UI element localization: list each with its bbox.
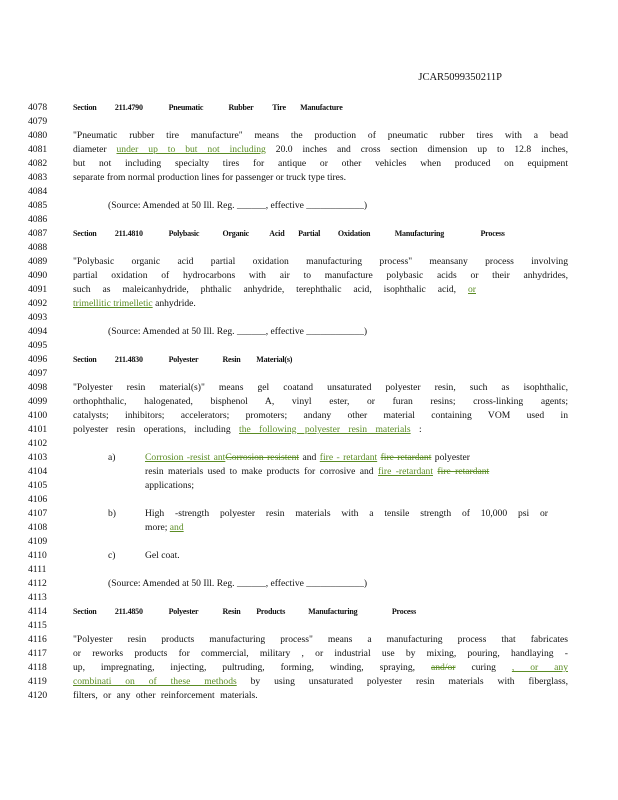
paragraph-text: such as maleicanhydride, phthalic anhydride, terephthalic acid, isophthalic acid, [73, 284, 457, 295]
section-title-word: Process [391, 607, 417, 616]
section-label: Section [73, 229, 97, 238]
line-number [28, 115, 68, 129]
section-title-word: Organic [222, 229, 250, 238]
line-number-text: 4106 [28, 494, 48, 505]
line-number-text: 4119 [28, 676, 47, 687]
paragraph-text: up, impregnating, injecting, pultruding, forming, winding, spraying, [73, 662, 416, 673]
text-line [28, 283, 568, 297]
text-line [28, 675, 568, 689]
section-title-word: Polyester [168, 607, 199, 616]
text-line [28, 479, 568, 493]
line-number-text: 4102 [28, 438, 48, 449]
section-title-word: Polyester [168, 355, 199, 364]
paragraph-text: or reworks products for commercial, military , or industrial use by mixing, pouring, handlaying - [73, 648, 568, 659]
paragraph-text: "Pneumatic rubber tire manufacture" means the production of pneumatic rubber tires with a bead [73, 130, 568, 141]
section-number: 211.4830 [114, 355, 143, 364]
paragraph-text: 20.0 inches and cross section dimension up to 12.8 inches, [275, 144, 568, 155]
list-item-c [28, 549, 568, 563]
line-number-text: 4104 [28, 466, 48, 477]
paragraph-text: partial oxidation of hydrocarbons with air to manufacture polybasic acids or their anhydrides, [73, 270, 568, 281]
section-title-word: Resin [222, 355, 241, 364]
text-line [28, 171, 568, 185]
paragraph-text: resin materials used to make products for corrosive and [145, 466, 374, 477]
paragraph-text: "Polybasic organic acid partial oxidation manufacturing process" meansany process involving [73, 256, 568, 267]
item-label: a) [108, 452, 116, 463]
line-number-text: 4107 [28, 508, 48, 519]
text-line [28, 633, 568, 647]
inserted-text: the following polyester resin materials [239, 424, 411, 435]
section-title-word: Partial [298, 229, 321, 238]
paragraph-text: polyester [434, 452, 470, 463]
line-number-text: 4079 [28, 116, 48, 127]
inserted-text: and [169, 522, 184, 533]
line-number-text: 4118 [28, 662, 47, 673]
section-title-word: Pneumatic [168, 103, 204, 112]
source-note: (Source: Amended at 50 Ill. Reg. ______, effective ____________) [108, 326, 368, 337]
inserted-text: trimellitic trimelletic [73, 298, 153, 309]
text-line [28, 381, 568, 395]
section-title-word: Polybasic [168, 229, 200, 238]
deleted-text: fire retardant [437, 466, 490, 477]
line-number [28, 367, 68, 381]
section-title-word: Products [256, 607, 286, 616]
paragraph-text: High -strength polyester resin materials with a tensile strength of 10,000 psi or [145, 508, 548, 519]
text-line [28, 465, 568, 479]
line-number-text: 4082 [28, 158, 48, 169]
text-line [28, 409, 568, 423]
section-title-word: Oxidation [337, 229, 371, 238]
section-title-word: Rubber [228, 103, 254, 112]
section-title-word: Resin [222, 607, 241, 616]
line-number-text: 4084 [28, 186, 48, 197]
line-number [28, 619, 68, 633]
paragraph-text: "Polyester resin material(s)" means gel coatand unsaturated polyester resin, such as isophthalic, [73, 382, 568, 393]
section-heading-4810 [28, 227, 568, 241]
section-title-word: Manufacture [300, 103, 343, 112]
paragraph-text: : [419, 424, 422, 435]
section-number: 211.4850 [114, 607, 143, 616]
line-number-text: 4092 [28, 298, 48, 309]
source-note: (Source: Amended at 50 Ill. Reg. ______, effective ____________) [108, 578, 368, 589]
line-number [28, 185, 68, 199]
line-number-text: 4090 [28, 270, 48, 281]
paragraph-text: but not including specialty tires for antique or other vehicles when produced on equipment [73, 158, 568, 169]
line-number-text: 4116 [28, 634, 47, 645]
item-label: b) [108, 508, 116, 519]
list-item-b [28, 507, 568, 521]
section-number: 211.4790 [114, 103, 143, 112]
paragraph-text: and [302, 452, 317, 463]
section-heading-4850 [28, 605, 568, 619]
text-line [28, 297, 568, 311]
section-title-word: Acid [269, 229, 285, 238]
text-line [28, 395, 568, 409]
line-number [28, 437, 68, 451]
text-line [28, 143, 568, 157]
section-heading-4830 [28, 353, 568, 367]
paragraph-text: filters, or any other reinforcement materials. [73, 690, 258, 701]
inserted-text: or [468, 284, 476, 295]
line-number-text: 4088 [28, 242, 48, 253]
line-number [28, 311, 68, 325]
line-number-text: 4113 [28, 592, 47, 603]
line-number-text: 4085 [28, 200, 48, 211]
line-number [28, 241, 68, 255]
line-number-text: 4109 [28, 536, 48, 547]
paragraph-text: more; [145, 522, 168, 533]
paragraph-text: applications; [145, 480, 195, 491]
paragraph-text: orthophthalic, halogenated, bisphenol A, vinyl ester, or furan resins; cross-linking agents; [73, 396, 568, 407]
text-line [28, 521, 568, 535]
line-number-text: 4091 [28, 284, 48, 295]
line-number-text: 4089 [28, 256, 48, 267]
inserted-text: Corrosion -resist ant [145, 452, 226, 463]
line-number-text: 4115 [28, 620, 47, 631]
text-line [28, 325, 568, 339]
line-number-text: 4103 [28, 452, 48, 463]
line-number-text: 4087 [28, 228, 48, 239]
line-number-text: 4078 [28, 102, 48, 113]
section-label: Section [73, 355, 97, 364]
document-id: JCAR5099350211P [418, 72, 502, 83]
text-line [28, 423, 568, 437]
text-line [28, 269, 568, 283]
paragraph-text: diameter [73, 144, 107, 155]
section-heading-4790 [28, 101, 568, 115]
line-number-text: 4117 [28, 648, 47, 659]
source-note: (Source: Amended at 50 Ill. Reg. ______, effective ____________) [108, 200, 368, 211]
line-number-text: 4096 [28, 354, 48, 365]
line-number-text: 4086 [28, 214, 48, 225]
line-number-text: 4112 [28, 578, 47, 589]
line-number-text: 4108 [28, 522, 48, 533]
line-number [28, 493, 68, 507]
section-label: Section [73, 607, 97, 616]
line-number [28, 591, 68, 605]
deleted-text: and/or [430, 662, 456, 673]
paragraph-text: curing [471, 662, 496, 673]
paragraph-text: anhydride. [155, 298, 196, 309]
line-number-text: 4100 [28, 410, 48, 421]
line-number-text: 4080 [28, 130, 48, 141]
paragraph-text: by using unsaturated polyester resin materials with fiberglass, [250, 676, 568, 687]
paragraph-text: Gel coat. [145, 550, 180, 561]
deleted-text: fire retardant [380, 452, 432, 463]
line-number [28, 339, 68, 353]
line-number [28, 535, 68, 549]
line-number-text: 4110 [28, 550, 47, 561]
deleted-text: Corrosion resistent [225, 452, 300, 463]
line-number-text: 4095 [28, 340, 48, 351]
text-line [28, 577, 568, 591]
paragraph-text: "Polyester resin products manufacturing process" means a manufacturing process that fabricates [73, 634, 568, 645]
line-number-text: 4105 [28, 480, 48, 491]
paragraph-text: catalysts; inhibitors; accelerators; promoters; andany other material containing VOM used in [73, 410, 568, 421]
line-number-text: 4099 [28, 396, 48, 407]
text-line [28, 157, 568, 171]
text-line [28, 661, 568, 675]
line-number-text: 4081 [28, 144, 48, 155]
line-number-text: 4097 [28, 368, 48, 379]
line-number-text: 4094 [28, 326, 48, 337]
text-line [28, 647, 568, 661]
line-number-text: 4098 [28, 382, 48, 393]
list-item-a [28, 451, 568, 465]
section-title-word: Manufacturing [394, 229, 445, 238]
line-number-text: 4120 [28, 690, 48, 701]
line-number-text: 4101 [28, 424, 48, 435]
text-line [28, 255, 568, 269]
inserted-text: fire - retardant [319, 452, 378, 463]
text-line [28, 129, 568, 143]
inserted-text: , or any [511, 662, 568, 673]
line-number [28, 213, 68, 227]
section-title-word: Process [480, 229, 505, 238]
inserted-text: fire -retardant [378, 466, 434, 477]
line-number-text: 4114 [28, 606, 47, 617]
text-line [28, 199, 568, 213]
inserted-text: under up to but not including [116, 144, 266, 155]
section-title-word: Material(s) [256, 355, 293, 364]
section-title-word: Tire [272, 103, 286, 112]
line-number [28, 563, 68, 577]
line-number-text: 4093 [28, 312, 48, 323]
text-line [28, 689, 568, 703]
section-title-word: Manufacturing [308, 607, 358, 616]
paragraph-text: polyester resin operations, including [73, 424, 231, 435]
section-label: Section [73, 103, 97, 112]
inserted-text: combinati on of these methods [73, 676, 237, 687]
section-number: 211.4810 [114, 229, 143, 238]
item-label: c) [108, 550, 116, 561]
line-number-text: 4083 [28, 172, 48, 183]
paragraph-text: separate from normal production lines for passenger or truck type tires. [73, 172, 347, 183]
line-number-text: 4111 [28, 564, 47, 575]
